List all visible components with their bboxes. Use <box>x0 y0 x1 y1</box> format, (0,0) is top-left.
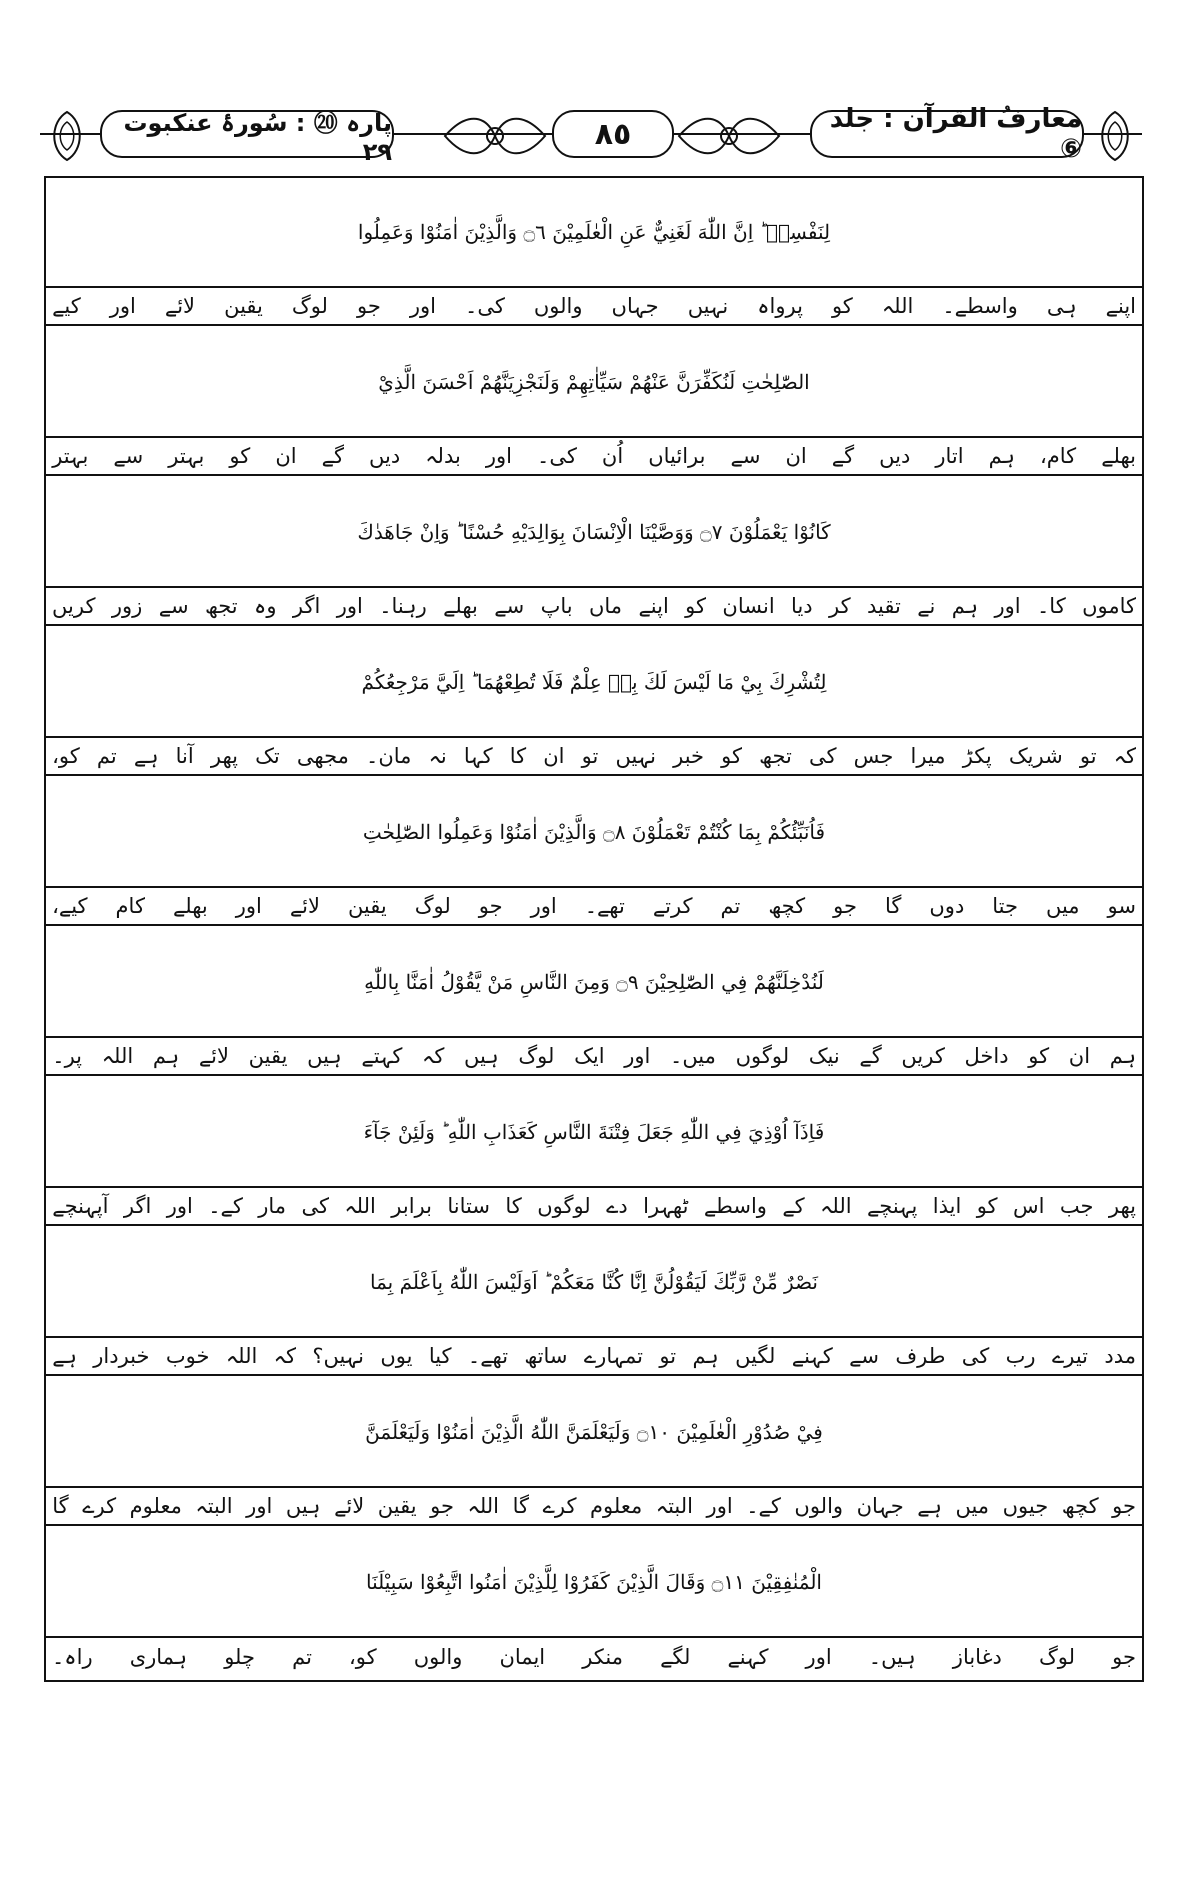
translation-word: جو <box>478 894 503 918</box>
translation-word: کریں <box>901 1044 945 1068</box>
translation-word: کو <box>831 294 853 318</box>
translation-word: کام، <box>1039 444 1077 468</box>
translation-word: اس <box>1012 1194 1045 1218</box>
translation-word: اور <box>485 444 512 468</box>
translation-word: تم <box>720 894 741 918</box>
translation-word: ستانا <box>447 1194 490 1218</box>
translation-word: کرے <box>82 1494 117 1518</box>
translation-word: جیوں <box>1002 1494 1049 1518</box>
translation-word: پر۔ <box>52 1044 83 1068</box>
translation-word: کہتے <box>361 1044 403 1068</box>
floral-ornament-right-icon <box>674 108 784 164</box>
translation-word: کاموں <box>1082 594 1136 618</box>
translation-word: ہے <box>52 1344 77 1368</box>
translation-word: تم <box>292 1645 312 1669</box>
translation-word: کریں <box>52 594 96 618</box>
translation-word: اپنے <box>1105 294 1136 318</box>
right-corner-ornament-icon <box>1088 108 1142 164</box>
translation-word: یوں <box>380 1344 413 1368</box>
translation-word: ان <box>1068 1044 1091 1068</box>
translation-word: لائے <box>289 894 320 918</box>
translation-word: پکڑ <box>962 744 992 768</box>
translation-word: ہم <box>951 594 979 618</box>
translation-word: اللہ <box>101 1044 134 1068</box>
translation-word: خبردار <box>93 1344 150 1368</box>
translation-word: نہیں <box>615 744 656 768</box>
urdu-translation-line <box>46 736 1142 776</box>
translation-word: سے <box>730 444 761 468</box>
translation-word: انسان <box>722 594 775 618</box>
translation-word: کو <box>1028 1044 1050 1068</box>
translation-word: جس <box>853 744 894 768</box>
translation-word: خوب <box>165 1344 210 1368</box>
translation-word: لوگوں <box>537 1194 591 1218</box>
translation-word: ہے <box>917 1494 942 1518</box>
translation-word: ماں <box>588 594 623 618</box>
translation-word: سو <box>1107 894 1136 918</box>
translation-word: کر <box>829 594 851 618</box>
translation-word: اور <box>166 1194 193 1218</box>
translation-word: باپ <box>540 594 573 618</box>
urdu-translation-line <box>46 1336 1142 1376</box>
translation-word: اتار <box>935 444 964 468</box>
translation-word: دیں <box>879 444 911 468</box>
page-header <box>40 104 1142 164</box>
translation-word: مدد <box>1104 1344 1136 1368</box>
translation-word: ہیں <box>307 1044 342 1068</box>
translation-word: کرے <box>542 1494 577 1518</box>
translation-word: کیے <box>52 294 81 318</box>
translation-word: سے <box>849 1344 879 1368</box>
translation-word: چلو <box>224 1645 255 1669</box>
book-title: معارفُ القرآن : جلد ⑥ <box>810 110 1084 158</box>
translation-word: بھلے <box>1101 444 1136 468</box>
translation-word: لوگ <box>291 294 328 318</box>
translation-word: اور <box>805 1645 832 1669</box>
translation-word: البتہ <box>655 1494 693 1518</box>
translation-word: اللہ <box>344 1194 376 1218</box>
translation-word: لگے <box>660 1645 691 1669</box>
translation-word: اور <box>246 1494 273 1518</box>
translation-word: یقین <box>248 1044 288 1068</box>
translation-word: برائیاں <box>648 444 706 468</box>
translation-word: مان۔ <box>366 744 412 768</box>
translation-word: جو <box>1112 1494 1136 1518</box>
translation-word: دغاباز <box>952 1645 1002 1669</box>
translation-word: برابر <box>391 1194 432 1218</box>
translation-word: راہ۔ <box>52 1645 93 1669</box>
translation-word: ہم <box>692 1344 719 1368</box>
translation-word: کچھ <box>768 894 806 918</box>
urdu-translation-line <box>46 1636 1142 1676</box>
translation-word: تیرے <box>1051 1344 1089 1368</box>
translation-word: رب <box>1005 1344 1036 1368</box>
translation-word: لوگوں <box>735 1044 790 1068</box>
translation-word: میں <box>1045 894 1080 918</box>
arabic-verse-line: لِنَفْسِهٖ ؕ اِنَّ اللّٰهَ لَغَنِيٌّ عَنِ الْعٰلَمِيْنَ ۝٦ وَالَّذِيْنَ اٰمَنُوْا وَعَمِلُوا <box>357 220 831 244</box>
translation-word: نہ <box>428 744 447 768</box>
translation-word: ہم <box>1109 1044 1136 1068</box>
translation-word: تقید <box>867 594 901 618</box>
arabic-verse-line: فَاُنَبِّئُكُمْ بِمَا كُنْتُمْ تَعْمَلُوْنَ ۝٨ وَالَّذِيْنَ اٰمَنُوْا وَعَمِلُوا الصّٰلِحٰتِ <box>362 820 826 844</box>
left-corner-ornament-icon <box>40 108 94 164</box>
translation-word: کی۔ <box>537 444 577 468</box>
translation-word: والوں <box>413 1645 463 1669</box>
translation-word: نے <box>917 594 936 618</box>
translation-word: تو <box>581 744 599 768</box>
translation-word: سے <box>494 594 525 618</box>
translation-word: گے <box>321 444 344 468</box>
translation-word: ساتھ <box>524 1344 568 1368</box>
translation-word: کی۔ <box>465 294 505 318</box>
text-frame <box>44 176 1144 1682</box>
translation-word: نیک <box>808 1044 840 1068</box>
translation-word: پرواہ <box>757 294 803 318</box>
translation-word: اگر <box>123 1194 152 1218</box>
translation-word: جو <box>1112 1645 1136 1669</box>
translation-word: میں <box>955 1494 990 1518</box>
translation-word: نہیں <box>687 294 729 318</box>
translation-word: تجھ <box>759 744 792 768</box>
translation-word: بدلہ <box>425 444 461 468</box>
translation-word: گے <box>859 1044 882 1068</box>
translation-word: دوں <box>929 894 965 918</box>
arabic-verse-line: الصّٰلِحٰتِ لَنُكَفِّرَنَّ عَنْهُمْ سَيِّاٰتِهِمْ وَلَنَجْزِيَنَّهُمْ اَحْسَنَ الَّذِيْ <box>378 370 810 394</box>
translation-word: کیا <box>428 1344 452 1368</box>
translation-word: تم <box>96 744 117 768</box>
translation-word: نہیں؟ <box>312 1344 364 1368</box>
translation-word: اور <box>706 1494 733 1518</box>
translation-word: کہا <box>463 744 493 768</box>
translation-word: البتہ <box>195 1494 233 1518</box>
translation-word: اللہ <box>820 1194 852 1218</box>
translation-word: بہتر <box>168 444 205 468</box>
translation-word: اللہ <box>467 1494 500 1518</box>
translation-word: گا <box>884 894 902 918</box>
translation-word: طرف <box>895 1344 946 1368</box>
arabic-verse-line: فَاِذَآ اُوْذِيَ فِي اللّٰهِ جَعَلَ فِتْنَةَ النَّاسِ كَعَذَابِ اللّٰهِ ؕ وَلَئِنْ جَآءَ <box>363 1120 825 1144</box>
urdu-translation-line <box>46 886 1142 926</box>
translation-word: یقین <box>347 894 387 918</box>
para-surah-label: پارہ ⑳ : سُورۂ عنکبوت ۲۹ <box>100 110 394 158</box>
translation-word: ہماری <box>129 1645 188 1669</box>
urdu-translation-line <box>46 586 1142 626</box>
translation-word: پھر <box>1108 1194 1136 1218</box>
translation-word: جہاں <box>611 294 659 318</box>
translation-word: ان <box>275 444 297 468</box>
urdu-translation-line <box>46 286 1142 326</box>
translation-word: کیے، <box>52 894 88 918</box>
translation-word: لگیں <box>735 1344 776 1368</box>
translation-word: گے <box>831 444 855 468</box>
translation-word: واسطے <box>703 1194 767 1218</box>
translation-word: دے <box>606 1194 628 1218</box>
translation-word: اور <box>235 894 262 918</box>
translation-word: ٹھہرا <box>643 1194 689 1218</box>
translation-word: بہتر <box>52 444 89 468</box>
translation-word: آنا <box>175 744 194 768</box>
translation-word: تو <box>659 1344 677 1368</box>
translation-word: کو <box>685 594 707 618</box>
translation-word: کہنے <box>791 1344 833 1368</box>
translation-word: اُن <box>601 444 624 468</box>
page-number: ٨٥ <box>552 110 674 158</box>
translation-word: جتا <box>992 894 1018 918</box>
translation-word: تو <box>1079 744 1097 768</box>
translation-word: تجھ <box>204 594 238 618</box>
translation-word: کہ <box>422 1044 445 1068</box>
translation-word: اللہ <box>225 1344 258 1368</box>
translation-word: ان <box>785 444 807 468</box>
translation-word: کو <box>721 744 743 768</box>
arabic-verse-line: الْمُنٰفِقِيْنَ ۝١١ وَقَالَ الَّذِيْنَ كَفَرُوْا لِلَّذِيْنَ اٰمَنُوا اتَّبِعُوْا سَبِيْلَنَا <box>366 1570 822 1594</box>
translation-word: کام <box>115 894 145 918</box>
translation-word: اور <box>409 294 436 318</box>
translation-word: لوگ <box>414 894 451 918</box>
urdu-translation-line <box>46 1186 1142 1226</box>
translation-word: خبر <box>673 744 705 768</box>
translation-word: اور <box>109 294 136 318</box>
translation-word: معلوم <box>590 1494 643 1518</box>
urdu-translation-line <box>46 1036 1142 1076</box>
translation-word: ان <box>543 744 565 768</box>
translation-word: کو، <box>349 1645 377 1669</box>
arabic-verse-line: نَصْرٌ مِّنْ رَّبِّكَ لَيَقُوْلُنَّ اِنَّا كُنَّا مَعَكُمْ ؕ اَوَلَيْسَ اللّٰهُ بِاَعْلَمَ بِمَا <box>370 1270 818 1294</box>
translation-word: کہنے <box>727 1645 769 1669</box>
translation-word: لوگ <box>518 1044 555 1068</box>
translation-word: والوں <box>533 294 583 318</box>
translation-word: منکر <box>582 1645 623 1669</box>
translation-word: کا <box>509 744 527 768</box>
translation-word: ہم <box>152 1044 180 1068</box>
translation-word: یقین <box>377 1494 417 1518</box>
translation-word: شریک <box>1008 744 1063 768</box>
translation-word: کا۔ <box>1036 594 1066 618</box>
translation-word: کہ <box>273 1344 296 1368</box>
translation-word: ایمان <box>499 1645 546 1669</box>
translation-word: جو <box>833 894 857 918</box>
translation-word: جو <box>430 1494 454 1518</box>
translation-word: دیں <box>369 444 401 468</box>
translation-word: واسطے۔ <box>942 294 1018 318</box>
translation-word: داخل <box>964 1044 1009 1068</box>
translation-word: مار <box>258 1194 287 1218</box>
translation-word: کو <box>976 1194 998 1218</box>
translation-word: ہیں <box>464 1044 499 1068</box>
floral-ornament-left-icon <box>440 108 550 164</box>
translation-word: والوں <box>794 1494 844 1518</box>
translation-word: گا <box>512 1494 529 1518</box>
translation-word: تک <box>255 744 280 768</box>
translation-word: میں۔ <box>670 1044 716 1068</box>
translation-word: کو، <box>52 744 80 768</box>
translation-word: مجھی <box>296 744 349 768</box>
translation-word: اور <box>336 594 363 618</box>
translation-word: کے۔ <box>746 1494 781 1518</box>
translation-word: آپہنچے <box>52 1194 109 1218</box>
translation-word: کا <box>505 1194 522 1218</box>
translation-word: پہنچے <box>866 1194 918 1218</box>
translation-word: تمہارے <box>583 1344 644 1368</box>
translation-word: ہے <box>133 744 159 768</box>
translation-word: اللہ <box>881 294 914 318</box>
translation-word: ہم <box>988 444 1015 468</box>
translation-word: کہ <box>1113 744 1136 768</box>
translation-word: بھلے <box>443 594 478 618</box>
translation-word: کے۔ <box>208 1194 243 1218</box>
translation-word: اگر <box>292 594 321 618</box>
translation-word: سے <box>113 444 144 468</box>
translation-word: جو <box>356 294 381 318</box>
translation-word: تھے۔ <box>467 1344 509 1368</box>
translation-word: اپنے <box>638 594 669 618</box>
translation-word: ہی <box>1046 294 1077 318</box>
translation-word: زور <box>111 594 143 618</box>
translation-word: کے <box>782 1194 805 1218</box>
translation-word: کی <box>808 744 837 768</box>
arabic-verse-line: لِتُشْرِكَ بِيْ مَا لَيْسَ لَكَ بِهٖ عِلْمٌ فَلَا تُطِعْهُمَا ؕ اِلَيَّ مَرْجِعُكُمْ <box>361 670 827 694</box>
translation-word: کو <box>229 444 251 468</box>
translation-word: بھلے <box>172 894 208 918</box>
translation-word: ایک <box>574 1044 605 1068</box>
translation-word: تھے۔ <box>584 894 625 918</box>
translation-word: لوگ <box>1039 1645 1076 1669</box>
translation-word: اور <box>994 594 1021 618</box>
urdu-translation-line <box>46 436 1142 476</box>
translation-word: اور <box>530 894 557 918</box>
translation-word: لائے <box>198 1044 229 1068</box>
translation-word: گا <box>52 1494 69 1518</box>
translation-word: دیا <box>791 594 813 618</box>
translation-word: اور <box>624 1044 651 1068</box>
translation-word: لائے <box>164 294 196 318</box>
translation-word: میرا <box>910 744 946 768</box>
translation-word: جب <box>1059 1194 1094 1218</box>
translation-word: ہیں۔ <box>868 1645 916 1669</box>
translation-word: معلوم <box>129 1494 182 1518</box>
translation-word: یقین <box>224 294 263 318</box>
urdu-translation-line <box>46 1486 1142 1526</box>
arabic-verse-line: لَنُدْخِلَنَّهُمْ فِي الصّٰلِحِيْنَ ۝٩ وَمِنَ النَّاسِ مَنْ يَّقُوْلُ اٰمَنَّا بِاللّٰهِ <box>364 970 824 994</box>
translation-word: کی <box>961 1344 990 1368</box>
translation-word: لائے <box>334 1494 365 1518</box>
translation-word: وہ <box>254 594 277 618</box>
translation-word: کی <box>301 1194 329 1218</box>
translation-word: ہیں <box>285 1494 321 1518</box>
translation-word: سے <box>158 594 189 618</box>
translation-word: کچھ <box>1061 1494 1099 1518</box>
translation-word: رہنا۔ <box>379 594 427 618</box>
translation-word: ایذا <box>932 1194 962 1218</box>
arabic-verse-line: كَانُوْا يَعْمَلُوْنَ ۝٧ وَوَصَّيْنَا الْاِنْسَانَ بِوَالِدَيْهِ حُسْنًا ؕ وَاِنْ جَاهَدٰكَ <box>357 520 831 544</box>
translation-word: جہان <box>856 1494 904 1518</box>
translation-word: کرتے <box>652 894 693 918</box>
translation-word: پھر <box>210 744 238 768</box>
arabic-verse-line: فِيْ صُدُوْرِ الْعٰلَمِيْنَ ۝١٠ وَلَيَعْلَمَنَّ اللّٰهُ الَّذِيْنَ اٰمَنُوْا وَلَيَعْلَمَنَّ <box>365 1420 823 1444</box>
